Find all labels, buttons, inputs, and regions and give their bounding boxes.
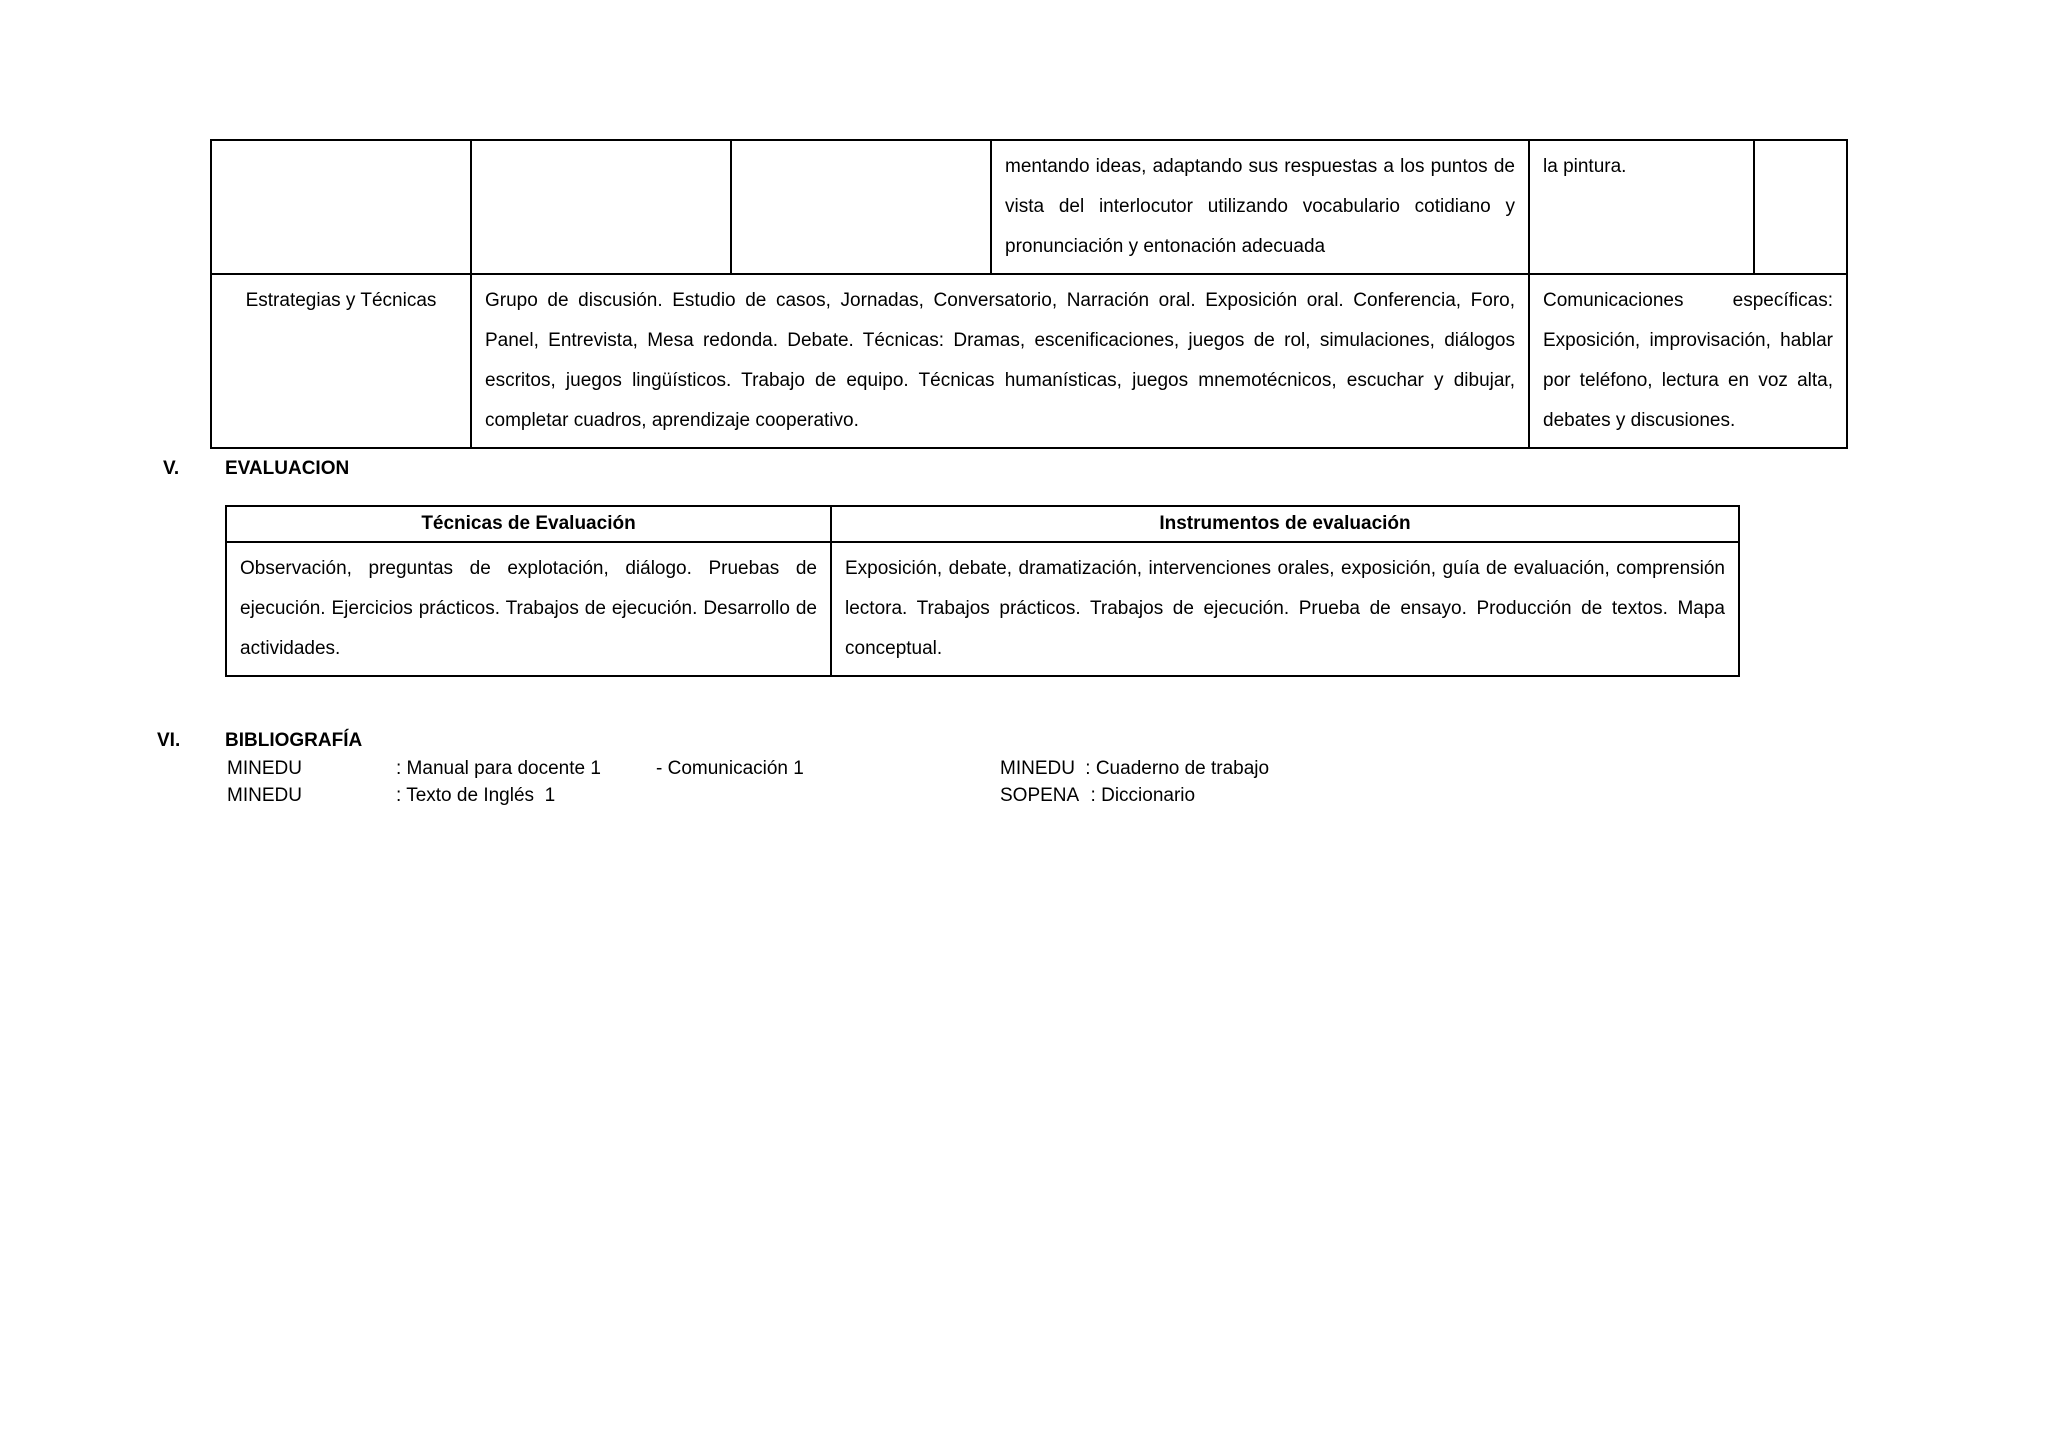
strategies-label: Estrategias y Técnicas xyxy=(211,274,471,448)
bibliography-title: : Texto de Inglés 1 xyxy=(396,785,556,806)
evaluation-techniques: Observación, preguntas de explotación, diálogo. Pruebas de ejecución. Ejercicios prácticos. Trabajos de ejecución. Desarrollo de actividades. xyxy=(226,542,831,676)
section-title: EVALUACION xyxy=(225,458,350,479)
column-header: Instrumentos de evaluación xyxy=(831,506,1739,542)
table-row xyxy=(226,542,1739,676)
bibliography-author: MINEDU xyxy=(227,758,302,779)
bibliography-title: : Cuaderno de trabajo xyxy=(1080,758,1270,779)
table-header-row xyxy=(226,506,1739,542)
bibliography-author: SOPENA xyxy=(1000,785,1080,806)
bibliography-title: : Diccionario xyxy=(1080,785,1196,806)
evaluation-table xyxy=(225,505,1740,677)
competencies-table xyxy=(210,139,1848,449)
specific-communications: Comunicaciones específicas: Exposición, improvisación, hablar por teléfono, lectura en voz alta, debates y discusiones. xyxy=(1529,274,1847,448)
table-cell: la pintura. xyxy=(1529,140,1754,274)
column-header: Técnicas de Evaluación xyxy=(226,506,831,542)
table-cell xyxy=(731,140,991,274)
table-cell xyxy=(211,140,471,274)
section-title: BIBLIOGRAFÍA xyxy=(225,730,363,751)
section-number: V. xyxy=(163,458,180,479)
bibliography-title: : Manual para docente 1 xyxy=(396,758,601,779)
table-row xyxy=(211,140,1847,274)
table-cell xyxy=(1754,140,1847,274)
table-cell: mentando ideas, adaptando sus respuestas a los puntos de vista del interlocutor utilizando vocabulario cotidiano y pronunciación y entonación adecuada xyxy=(991,140,1529,274)
section-number: VI. xyxy=(157,730,181,751)
strategies-content: Grupo de discusión. Estudio de casos, Jornadas, Conversatorio, Narración oral. Exposición oral. Conferencia, Foro, Panel, Entrevista, Mesa redonda. Debate. Técnicas: Dramas, escenificaciones, juegos de rol, simulaciones, diálogos escritos, juegos lingüísticos. Trabajo de equipo. Técnicas humanísticas, juegos mnemotécnicos, escuchar y dibujar, completar cuadros, aprendizaje cooperativo. xyxy=(471,274,1529,448)
bibliography-extra: - Comunicación 1 xyxy=(656,758,804,779)
bibliography-author: MINEDU xyxy=(1000,758,1075,779)
bibliography-author: MINEDU xyxy=(227,785,302,806)
table-cell xyxy=(471,140,731,274)
evaluation-instruments: Exposición, debate, dramatización, intervenciones orales, exposición, guía de evaluación, comprensión lectora. Trabajos prácticos. Trabajos de ejecución. Prueba de ensayo. Producción de textos. Mapa conceptual. xyxy=(831,542,1739,676)
table-row xyxy=(211,274,1847,448)
